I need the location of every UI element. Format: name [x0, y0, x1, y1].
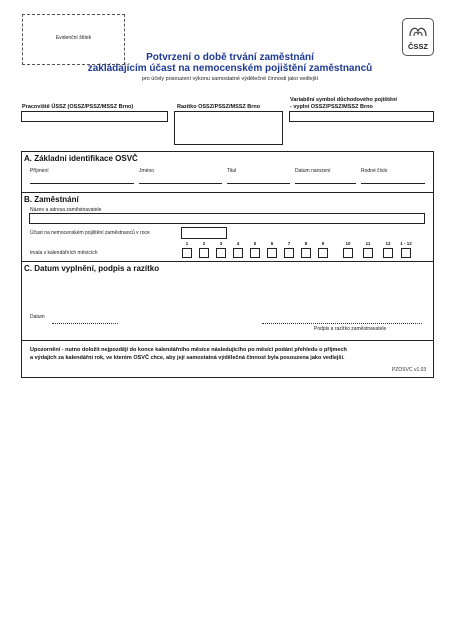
field-label: Příjmení: [30, 168, 49, 174]
section-divider: [21, 192, 434, 193]
month-checkbox[interactable]: [318, 248, 328, 258]
page-title-line2: zakládajícím účast na nemocenském pojištění zaměstnanců: [87, 63, 373, 74]
month-number: 12: [385, 241, 391, 246]
participation-year-label: Účast na nemocenském pojištění zaměstnanců v roce: [30, 230, 150, 236]
month-checkbox[interactable]: [343, 248, 353, 258]
month-number: 8: [304, 241, 308, 246]
signature-label: Podpis a razítko zaměstnavatele: [314, 326, 387, 332]
signature-field[interactable]: [262, 323, 422, 324]
month-number: 1: [185, 241, 189, 246]
birth-number-field[interactable]: [361, 183, 425, 184]
academic-title-field[interactable]: [227, 183, 290, 184]
office-stamp-field[interactable]: [174, 111, 283, 145]
page-subtitle: pro účely posouzení výkonu samostatné výdělečné činnosti jako vedlejší: [141, 76, 319, 82]
field-label: Datum narození: [295, 168, 331, 174]
leaf-icon: [408, 24, 428, 38]
month-checkbox[interactable]: [383, 248, 393, 258]
month-checkbox[interactable]: [284, 248, 294, 258]
month-checkbox[interactable]: [250, 248, 260, 258]
month-checkbox[interactable]: [182, 248, 192, 258]
month-number: 7: [287, 241, 291, 246]
month-checkbox[interactable]: [401, 248, 411, 258]
cssz-logo: [402, 18, 434, 56]
section-divider: [21, 261, 434, 262]
section-a-title: A. Základní identifikace OSVČ: [24, 154, 138, 163]
month-number: 4: [236, 241, 240, 246]
month-number: 11: [365, 241, 371, 246]
variable-symbol-note: - vyplní OSSZ/PSSZ/MSSZ Brno: [290, 104, 373, 110]
month-checkbox[interactable]: [199, 248, 209, 258]
month-number: 1 - 12: [400, 241, 412, 246]
logo-text: ČSSZ: [407, 42, 428, 51]
birth-date-field[interactable]: [295, 183, 356, 184]
month-number: 3: [219, 241, 223, 246]
month-number: 2: [202, 241, 206, 246]
section-divider: [21, 340, 434, 341]
surname-field[interactable]: [30, 183, 134, 184]
field-label: Titul: [227, 168, 237, 174]
variable-symbol-label: Variabilní symbol důchodového pojištění: [290, 97, 397, 103]
date-label: Datum: [30, 314, 45, 320]
section-c-title: C. Datum vyplnění, podpis a razítko: [24, 264, 160, 273]
section-b-title: B. Zaměstnání: [24, 195, 79, 204]
notice-line: Upozornění - nutno doložit nejpozději do konce kalendářního měsíce následujícího po měsíci podání přehledu o příjmech: [30, 347, 347, 353]
month-checkbox[interactable]: [267, 248, 277, 258]
month-number: 9: [321, 241, 325, 246]
year-field[interactable]: [181, 227, 227, 239]
stamp-label: Evidenční štítek: [55, 35, 92, 41]
month-checkbox[interactable]: [233, 248, 243, 258]
notice-line: a výdajích za kalendářní rok, ve kterém OSVČ chce, aby její samostatná výdělečná činnost byla posouzena jako vedlejší.: [30, 355, 345, 361]
duration-label: trvala v kalendářních měsících: [30, 250, 98, 256]
month-checkbox[interactable]: [216, 248, 226, 258]
employer-label: Název a adresa zaměstnavatele: [30, 207, 102, 213]
form-code: PZOSVC v1.03: [392, 367, 427, 373]
workplace-label: Pracoviště ÚSSZ (OSSZ/PSSZ/MSSZ Brno): [22, 104, 134, 110]
month-checkbox[interactable]: [301, 248, 311, 258]
stamp-field-label: Razítko OSSZ/PSSZ/MSSZ Brno: [177, 104, 261, 110]
workplace-field[interactable]: [21, 111, 168, 122]
month-number: 5: [253, 241, 257, 246]
month-checkbox[interactable]: [363, 248, 373, 258]
employer-field[interactable]: [29, 213, 425, 224]
date-field[interactable]: [52, 323, 118, 324]
page-title: Potvrzení o době trvání zaměstnání: [146, 52, 314, 63]
field-label: Rodné číslo: [361, 168, 388, 174]
first-name-field[interactable]: [139, 183, 222, 184]
field-label: Jméno: [139, 168, 155, 174]
variable-symbol-field[interactable]: [289, 111, 434, 122]
month-number: 10: [345, 241, 351, 246]
month-number: 6: [270, 241, 274, 246]
